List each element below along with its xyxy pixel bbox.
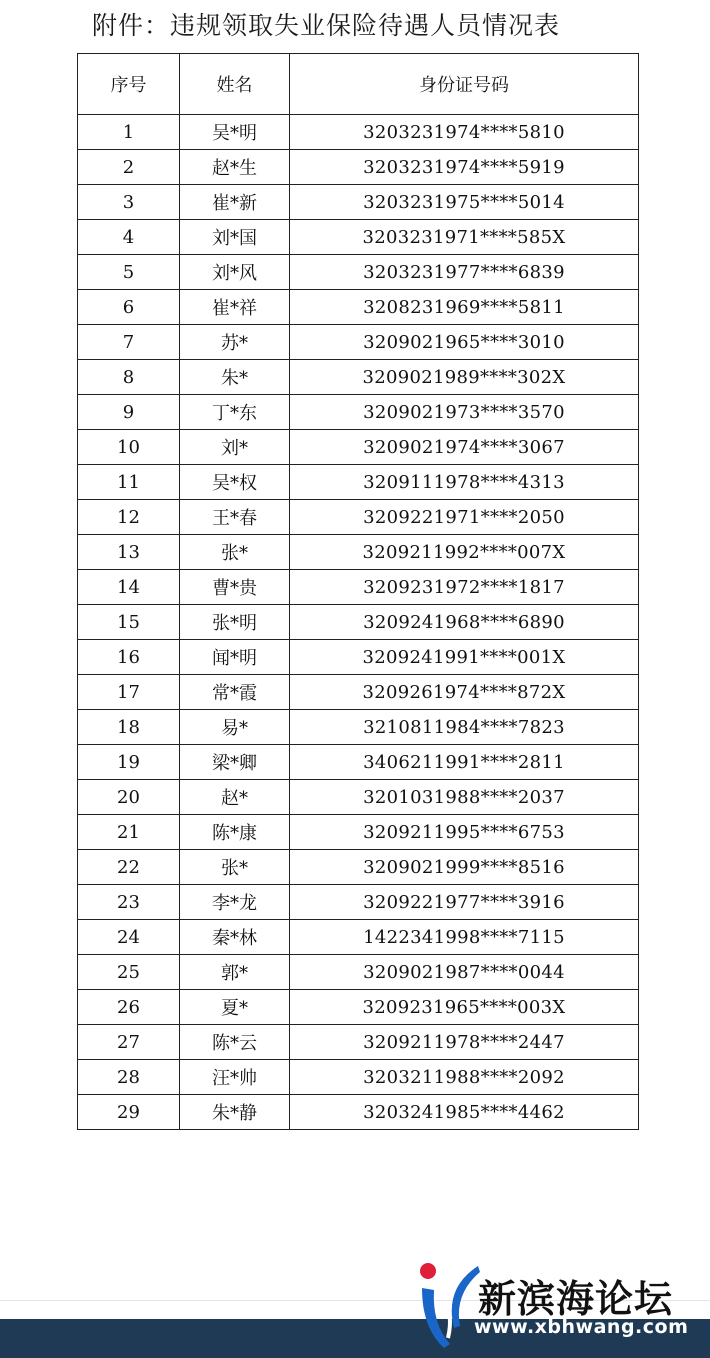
cell-id-number: 3203241985****4462 [290, 1095, 639, 1130]
cell-id-number: 3209221971****2050 [290, 500, 639, 535]
table-row [78, 920, 639, 955]
table-row [78, 955, 639, 990]
cell-serial: 17 [78, 675, 180, 710]
header-id-number: 身份证号码 [290, 54, 639, 115]
cell-serial: 19 [78, 745, 180, 780]
cell-name: 刘*国 [180, 220, 290, 255]
table-row [78, 605, 639, 640]
cell-serial: 6 [78, 290, 180, 325]
cell-serial: 14 [78, 570, 180, 605]
cell-name: 赵*生 [180, 150, 290, 185]
cell-name: 王*春 [180, 500, 290, 535]
cell-id-number: 3209021973****3570 [290, 395, 639, 430]
table-row [78, 1025, 639, 1060]
cell-id-number: 3209021987****0044 [290, 955, 639, 990]
cell-id-number: 3203231974****5919 [290, 150, 639, 185]
cell-name: 刘* [180, 430, 290, 465]
table-row [78, 115, 639, 150]
cell-serial: 10 [78, 430, 180, 465]
cell-name: 崔*新 [180, 185, 290, 220]
table-row [78, 325, 639, 360]
header-serial: 序号 [78, 54, 180, 115]
table-row [78, 465, 639, 500]
cell-serial: 1 [78, 115, 180, 150]
cell-name: 朱* [180, 360, 290, 395]
cell-name: 汪*帅 [180, 1060, 290, 1095]
cell-id-number: 3209211978****2447 [290, 1025, 639, 1060]
watermark-url: www.xbhwang.com [474, 1316, 689, 1338]
cell-name: 曹*贵 [180, 570, 290, 605]
cell-name: 崔*祥 [180, 290, 290, 325]
cell-serial: 21 [78, 815, 180, 850]
cell-id-number: 3209021965****3010 [290, 325, 639, 360]
cell-id-number: 3209221977****3916 [290, 885, 639, 920]
cell-serial: 18 [78, 710, 180, 745]
table-row [78, 290, 639, 325]
table-row [78, 640, 639, 675]
cell-name: 常*霞 [180, 675, 290, 710]
cell-name: 陈*康 [180, 815, 290, 850]
cell-name: 秦*林 [180, 920, 290, 955]
cell-id-number: 3203211988****2092 [290, 1060, 639, 1095]
cell-serial: 3 [78, 185, 180, 220]
cell-name: 丁*东 [180, 395, 290, 430]
cell-name: 陈*云 [180, 1025, 290, 1060]
cell-name: 朱*静 [180, 1095, 290, 1130]
cell-id-number: 3209021974****3067 [290, 430, 639, 465]
logo-mark-icon [414, 1258, 484, 1358]
cell-serial: 27 [78, 1025, 180, 1060]
violators-table [77, 53, 639, 1130]
watermark-name: 新滨海论坛 [478, 1277, 674, 1321]
cell-name: 张* [180, 850, 290, 885]
cell-id-number: 3203231977****6839 [290, 255, 639, 290]
cell-serial: 12 [78, 500, 180, 535]
cell-id-number: 3209231965****003X [290, 990, 639, 1025]
cell-name: 李*龙 [180, 885, 290, 920]
table-row [78, 1060, 639, 1095]
cell-name: 吴*权 [180, 465, 290, 500]
header-name: 姓名 [180, 54, 290, 115]
cell-id-number: 3209241968****6890 [290, 605, 639, 640]
cell-serial: 9 [78, 395, 180, 430]
cell-id-number: 3209211992****007X [290, 535, 639, 570]
table-row [78, 395, 639, 430]
cell-serial: 7 [78, 325, 180, 360]
table-row [78, 430, 639, 465]
cell-serial: 29 [78, 1095, 180, 1130]
table-row [78, 885, 639, 920]
table-row [78, 1095, 639, 1130]
table-row [78, 255, 639, 290]
cell-serial: 24 [78, 920, 180, 955]
cell-id-number: 3203231971****585X [290, 220, 639, 255]
cell-id-number: 3209231972****1817 [290, 570, 639, 605]
cell-serial: 20 [78, 780, 180, 815]
cell-id-number: 1422341998****7115 [290, 920, 639, 955]
table-row [78, 500, 639, 535]
cell-serial: 8 [78, 360, 180, 395]
cell-name: 刘*风 [180, 255, 290, 290]
cell-serial: 22 [78, 850, 180, 885]
cell-id-number: 3201031988****2037 [290, 780, 639, 815]
cell-serial: 2 [78, 150, 180, 185]
cell-serial: 23 [78, 885, 180, 920]
cell-serial: 13 [78, 535, 180, 570]
cell-name: 张* [180, 535, 290, 570]
cell-name: 苏* [180, 325, 290, 360]
watermark-logo [414, 1258, 710, 1358]
table-row [78, 360, 639, 395]
cell-id-number: 3209241991****001X [290, 640, 639, 675]
table-row [78, 185, 639, 220]
cell-name: 吴*明 [180, 115, 290, 150]
cell-name: 梁*卿 [180, 745, 290, 780]
cell-id-number: 3203231974****5810 [290, 115, 639, 150]
table-row [78, 990, 639, 1025]
table-header-row [78, 54, 639, 115]
cell-id-number: 3203231975****5014 [290, 185, 639, 220]
cell-id-number: 3210811984****7823 [290, 710, 639, 745]
cell-id-number: 3209021989****302X [290, 360, 639, 395]
table-row [78, 535, 639, 570]
cell-serial: 5 [78, 255, 180, 290]
cell-name: 赵* [180, 780, 290, 815]
table-row [78, 710, 639, 745]
cell-name: 张*明 [180, 605, 290, 640]
cell-name: 郭* [180, 955, 290, 990]
cell-name: 易* [180, 710, 290, 745]
cell-serial: 15 [78, 605, 180, 640]
cell-id-number: 3209261974****872X [290, 675, 639, 710]
cell-id-number: 3209021999****8516 [290, 850, 639, 885]
cell-id-number: 3209211995****6753 [290, 815, 639, 850]
cell-serial: 16 [78, 640, 180, 675]
cell-name: 夏* [180, 990, 290, 1025]
table-row [78, 220, 639, 255]
table-row [78, 815, 639, 850]
cell-serial: 25 [78, 955, 180, 990]
cell-serial: 11 [78, 465, 180, 500]
table-row [78, 745, 639, 780]
cell-id-number: 3406211991****2811 [290, 745, 639, 780]
table-row [78, 675, 639, 710]
cell-serial: 4 [78, 220, 180, 255]
table-row [78, 780, 639, 815]
cell-id-number: 3208231969****5811 [290, 290, 639, 325]
cell-name: 闻*明 [180, 640, 290, 675]
table-row [78, 150, 639, 185]
cell-serial: 26 [78, 990, 180, 1025]
table-row [78, 570, 639, 605]
cell-serial: 28 [78, 1060, 180, 1095]
table-row [78, 850, 639, 885]
document-title: 附件：违规领取失业保险待遇人员情况表 [92, 11, 561, 40]
cell-id-number: 3209111978****4313 [290, 465, 639, 500]
